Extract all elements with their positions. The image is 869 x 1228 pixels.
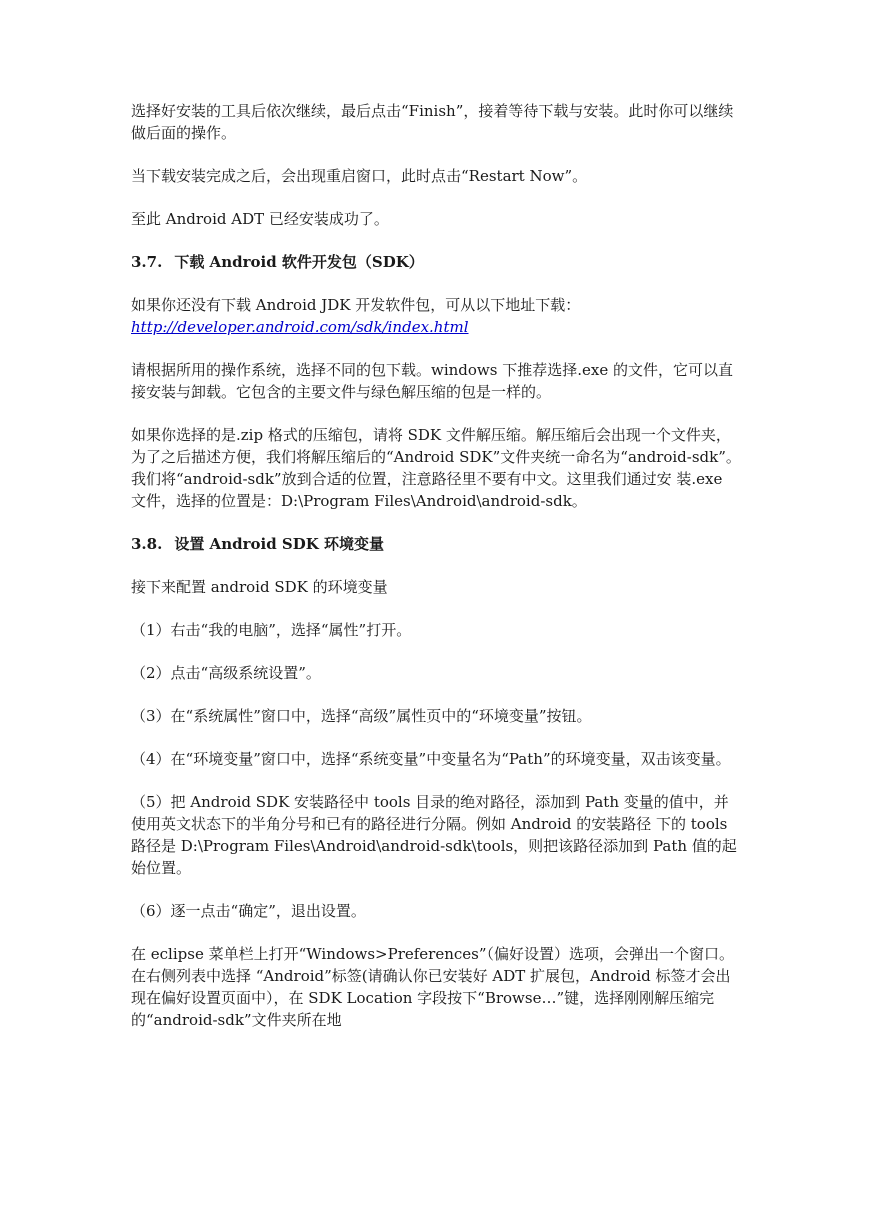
document-page <box>131 100 741 1031</box>
section-heading-3-7 <box>131 251 741 273</box>
step-1: （1）右击“我的电脑”，选择“属性”打开。 <box>131 621 412 639</box>
section-heading-3-8 <box>131 533 741 555</box>
paragraph-zip-extract: 如果你选择的是.zip 格式的压缩包，请将 SDK 文件解压缩。解压缩后会出现一个文件夹，为了之后描述方便，我们将解压缩后的“Android SDK”文件夹统一命名为“android-sdk”。我们将“android-sdk”放到合适的位置，注意路径里不要有中文。这里我们通过安 装.exe 文件，选择的位置是：D:\Program Files\Android\android-sdk。 <box>131 426 741 510</box>
step-2: （2）点击“高级系统设置”。 <box>131 664 321 682</box>
section-number: 3.7. <box>131 253 163 271</box>
step-6: （6）逐一点击“确定”，退出设置。 <box>131 902 366 920</box>
paragraph-env-intro: 接下来配置 android SDK 的环境变量 <box>131 578 388 596</box>
step-4: （4）在“环境变量”窗口中，选择“系统变量”中变量名为“Path”的环境变量，双击该变量。 <box>131 750 731 768</box>
section-title: 下载 Android 软件开发包（SDK） <box>174 253 424 271</box>
paragraph-os-package: 请根据所用的操作系统，选择不同的包下载。windows 下推荐选择.exe 的文件，它可以直接安装与卸载。它包含的主要文件与绿色解压缩的包是一样的。 <box>131 361 733 401</box>
paragraph-restart-now: 当下载安装完成之后，会出现重启窗口，此时点击“Restart Now”。 <box>131 167 588 185</box>
paragraph-sdk-download <box>131 294 741 338</box>
step-5: （5）把 Android SDK 安装路径中 tools 目录的绝对路径，添加到 Path 变量的值中，并使用英文状态下的半角分号和已有的路径进行分隔。例如 Android 的安装路径 下的 tools 路径是 D:\Program Files\Android\android-sdk\tools，则把该路径添加到 Path 值的起始位置。 <box>131 793 737 877</box>
paragraph-finish-install: 选择好安装的工具后依次继续，最后点击“Finish”，接着等待下载与安装。此时你可以继续做后面的操作。 <box>131 102 734 142</box>
step-3: （3）在“系统属性”窗口中，选择“高级”属性页中的“环境变量”按钮。 <box>131 707 592 725</box>
section-number: 3.8. <box>131 535 163 553</box>
sdk-download-link[interactable]: http://developer.android.com/sdk/index.html <box>131 318 469 336</box>
paragraph-adt-installed: 至此 Android ADT 已经安装成功了。 <box>131 210 389 228</box>
paragraph-eclipse-preferences: 在 eclipse 菜单栏上打开“Windows>Preferences”（偏好设置）选项，会弹出一个窗口。在右侧列表中选择 “Android”标签(请确认你已安装好 ADT 扩展包，Android 标签才会出现在偏好设置页面中），在 SDK Location 字段按下“Browse…”键，选择刚刚解压缩完的“android-sdk”文件夹所在地 <box>131 945 735 1029</box>
section-title: 设置 Android SDK 环境变量 <box>174 535 384 553</box>
sdk-intro-text: 如果你还没有下载 Android JDK 开发软件包，可从以下地址下载： <box>131 296 581 314</box>
